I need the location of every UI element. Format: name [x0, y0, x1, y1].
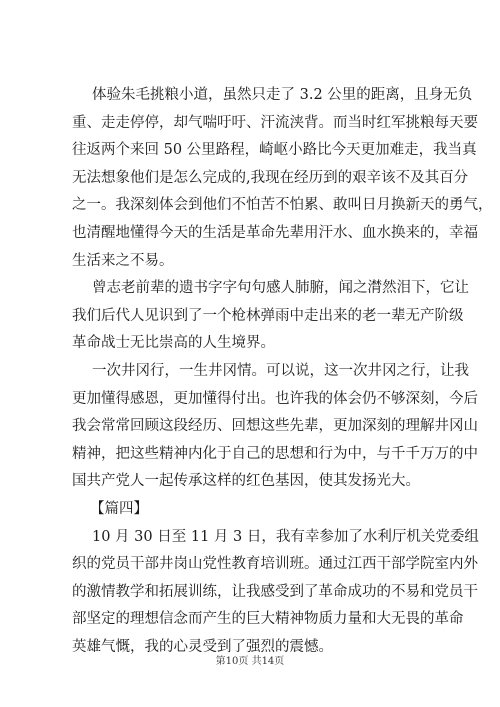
document-body [72, 82, 493, 661]
text-line: 我们后代人见识到了一个枪林弹雨中走出来的老一辈无产阶级 [72, 307, 464, 324]
section-heading: 【篇四】 [90, 500, 148, 517]
text-line: 英雄气慨，我的心灵受到了强烈的震憾。 [72, 638, 333, 655]
paragraph-4 [72, 524, 479, 662]
text-line: 往返两个来回 50 公里路程，崎岖小路比今天更加难走，我当真 [72, 142, 477, 159]
text-line: 更加懂得感恩，更加懂得付出。也许我的体会仍不够深刻，今后 [72, 390, 478, 407]
text-line: 重、走走停停，却气喘吁吁、汗流浃背。而当时红军挑粮每天要 [72, 114, 478, 131]
paragraph-3 [72, 358, 478, 496]
page-number-footer: 第10页 共14页 [215, 656, 285, 667]
text-line: 一次井冈行，一生井冈情。可以说，这一次井冈之行，让我 [92, 362, 469, 379]
text-line: 10 月 30 日至 11 月 3 日，我有幸参加了水利厅机关党委组 [92, 528, 479, 545]
text-line: 部坚定的理想信念而产生的巨大精神物质力量和大无畏的革命 [72, 611, 464, 628]
text-line: 也清醒地懂得今天的生活是革命先辈用汗水、血水换来的，幸福 [72, 224, 478, 241]
text-line: 我会常常回顾这段经历、回想这些先辈，更加深刻的理解井冈山 [72, 418, 478, 435]
text-line: 之一。我深刻体会到他们不怕苦不怕累、敢叫日月换新天的勇气， [72, 197, 493, 214]
text-line: 国共产党人一起传承这样的红色基因，使其发扬光大。 [72, 473, 420, 490]
text-line: 革命战士无比崇高的人生境界。 [72, 335, 275, 352]
text-line: 无法想象他们是怎么完成的,我现在经历到的艰辛该不及其百分 [72, 169, 469, 186]
paragraph-2 [72, 275, 469, 358]
text-line: 曾志老前辈的遗书字字句句感人肺腑，闻之潸然泪下，它让 [92, 280, 469, 297]
text-line: 生活来之不易。 [72, 252, 174, 269]
text-line: 的激情教学和拓展训练，让我感受到了革命成功的不易和党员干 [72, 583, 478, 600]
paragraph-1 [72, 82, 493, 275]
text-line: 织的党员干部井岗山党性教育培训班。通过江西干部学院室内外 [72, 556, 478, 573]
text-line: 体验朱毛挑粮小道，虽然只走了 3.2 公里的距离，且身无负 [92, 87, 473, 103]
text-line: 精神，把这些精神内化于自己的思想和行为中，与千千万万的中 [72, 445, 478, 462]
